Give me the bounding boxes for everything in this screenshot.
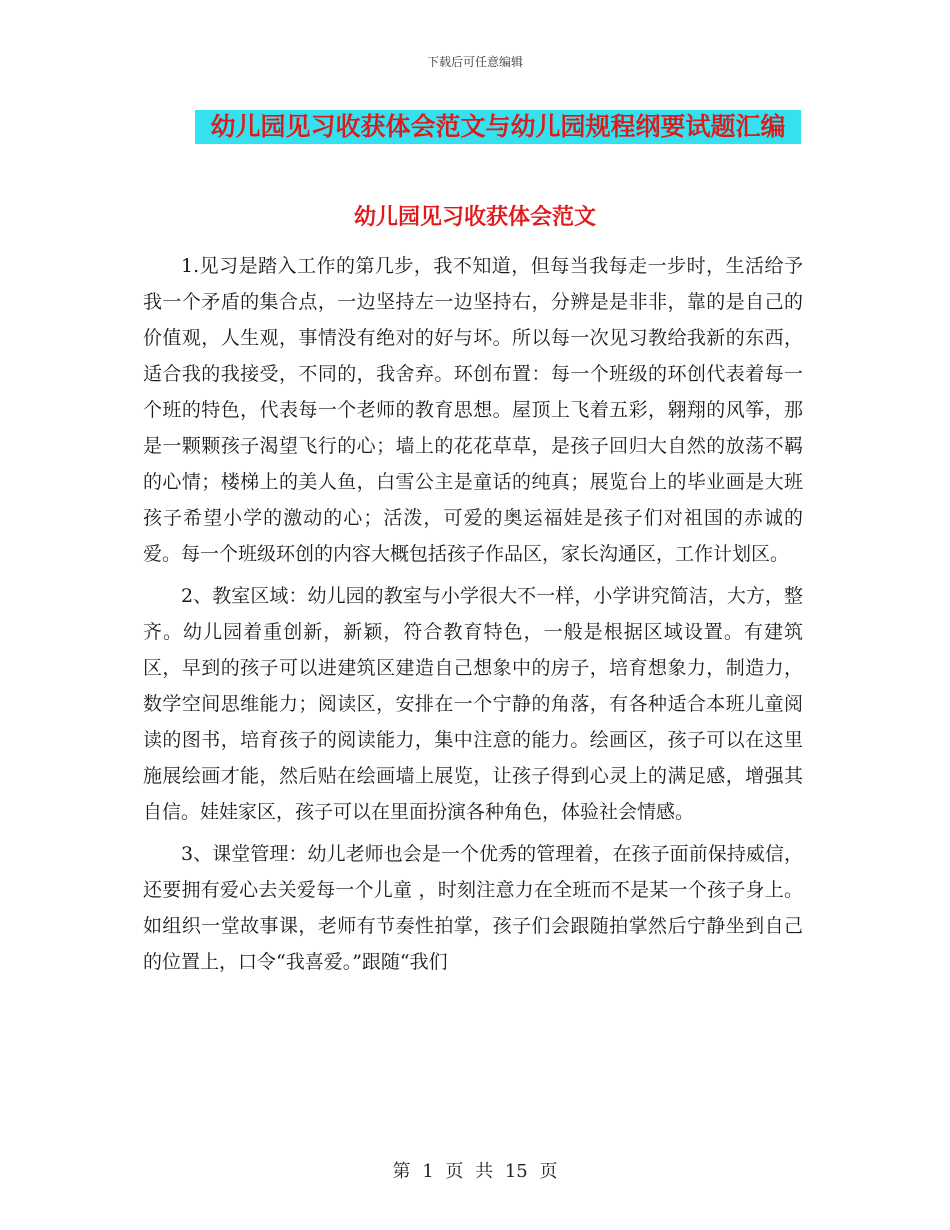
paragraph-2: 2、教室区域：幼儿园的教室与小学很大不一样，小学讲究简洁，大方，整齐。幼儿园着重创新，新颖，符合教育特色，一般是根据区域设置。有建筑区，早到的孩子可以进建筑区建造自己想象中的房子，培育想象力，制造力，数学空间思维能力；阅读区，安排在一个宁静的角落，有各种适合本班儿童阅读的图书，培育孩子的阅读能力，集中注意的能力。绘画区，孩子可以在这里施展绘画才能，然后贴在绘画墙上展览，让孩子得到心灵上的满足感，增强其自信。娃娃家区，孩子可以在里面扮演各种角色，体验社会情感。 [143, 585, 803, 823]
paragraph-1: 1.见习是踏入工作的第几步，我不知道，但每当我每走一步时，生活给予我一个矛盾的集合点，一边坚持左一边坚持右，分辨是是非非，靠的是自己的价值观，人生观，事情没有绝对的好与坏。所以每一次见习教给我新的东西，适合我的我接受，不同的，我舍弃。环创布置：每一个班级的环创代表着每一个班的特色，代表每一个老师的教育思想。屋顶上飞着五彩，翱翔的风筝，那是一颗颗孩子渴望飞行的心；墙上的花花草草，是孩子回归大自然的放荡不羁的心情；楼梯上的美人鱼，白雪公主是童话的纯真；展览台上的毕业画是大班孩子希望小学的激动的心；活泼，可爱的奥运福娃是孩子们对祖国的赤诚的爱。每一个班级环创的内容大概包括孩子作品区，家长沟通区，工作计划区。 [143, 255, 803, 565]
paragraph-3: 3、课堂管理：幼儿老师也会是一个优秀的管理着，在孩子面前保持威信，还要拥有爱心去关爱每一个儿童 ，时刻注意力在全班而不是某一个孩子身上。如组织一堂故事课，老师有节奏性拍掌，孩子们会跟随拍掌然后宁静坐到自己的位置上，口令“我喜爱。”跟随“我们 [143, 843, 803, 973]
document-title-highlight [195, 110, 801, 144]
header-note: 下载后可任意编辑 [426, 55, 523, 69]
section-title: 幼儿园见习收获体会范文 [353, 204, 596, 230]
document-title: 幼儿园见习收获体会范文与幼儿园规程纲要试题汇编 [210, 112, 786, 141]
body-text [143, 248, 803, 986]
page-number: 第 1 页 共 15 页 [392, 1161, 558, 1182]
